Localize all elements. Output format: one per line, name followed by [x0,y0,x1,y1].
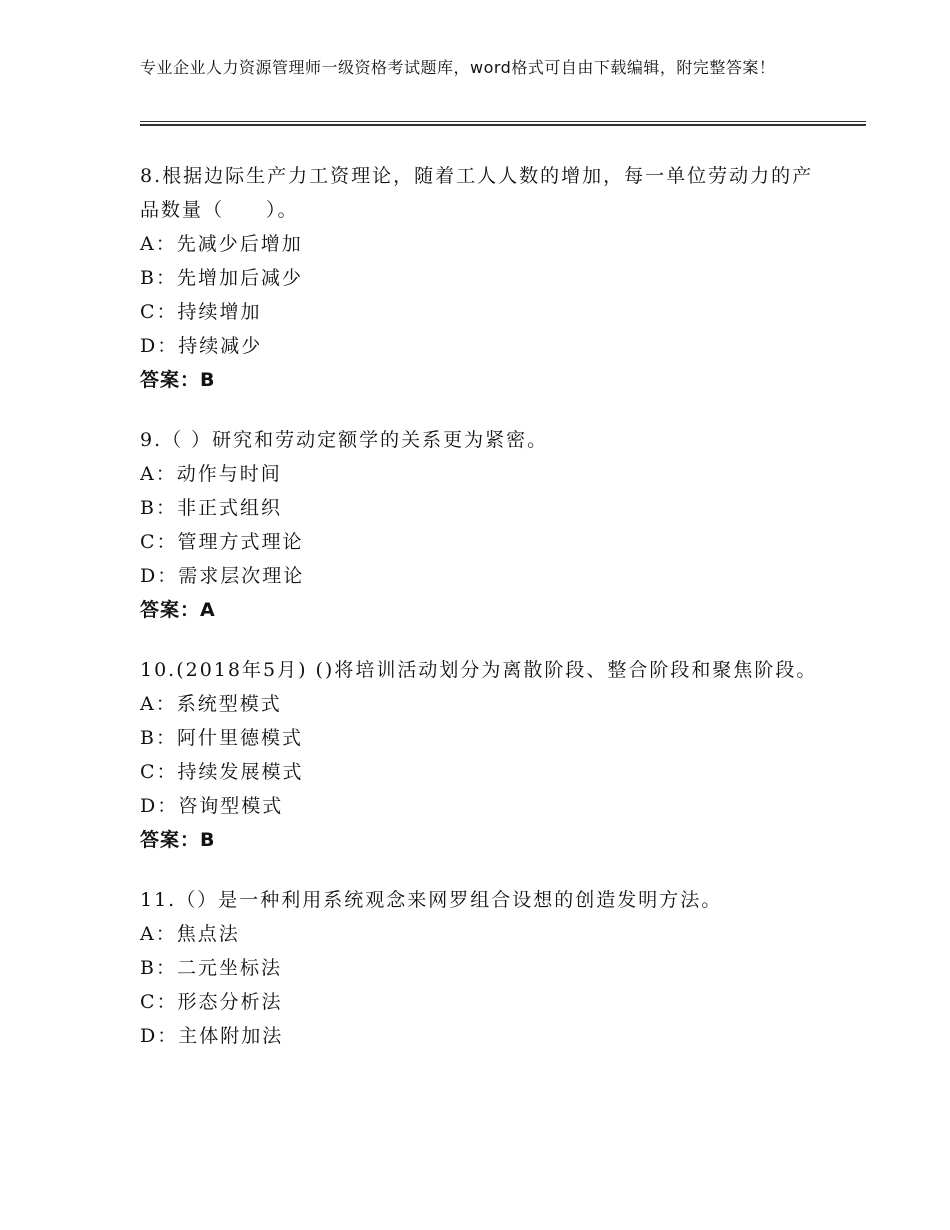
question-8 [140,159,820,397]
option-c: C：持续发展模式 [140,761,304,783]
option-d: D：持续减少 [140,335,263,357]
question-11 [140,883,820,1053]
header-divider [140,121,866,122]
question-10 [140,653,820,857]
option-c: C：管理方式理论 [140,531,304,553]
question-stem: 8.根据边际生产力工资理论，随着工人人数的增加，每一单位劳动力的产品数量（ ）。 [140,165,814,221]
answer: 答案：A [140,599,216,621]
option-d: D：主体附加法 [140,1025,284,1047]
question-list [140,159,820,1079]
answer: 答案：B [140,829,216,851]
option-b: B：阿什里德模式 [140,727,303,749]
option-b: B：非正式组织 [140,497,282,519]
document-header: 专业企业人力资源管理师一级资格考试题库，word格式可自由下载编辑，附完整答案！ [140,58,776,77]
question-stem: 11.（）是一种利用系统观念来网罗组合设想的创造发明方法。 [140,889,723,911]
question-stem: 9.（ ）研究和劳动定额学的关系更为紧密。 [140,429,549,451]
option-c: C：持续增加 [140,301,262,323]
option-c: C：形态分析法 [140,991,283,1013]
answer: 答案：B [140,369,216,391]
option-a: A：焦点法 [140,923,240,945]
option-a: A：动作与时间 [140,463,282,485]
option-a: A：先减少后增加 [140,233,303,255]
option-b: B：二元坐标法 [140,957,282,979]
question-stem: 10.(2018年5月) ()将培训活动划分为离散阶段、整合阶段和聚焦阶段。 [140,659,818,681]
option-d: D：需求层次理论 [140,565,305,587]
option-d: D：咨询型模式 [140,795,284,817]
header-divider-thick [140,124,866,126]
option-a: A：系统型模式 [140,693,282,715]
question-9 [140,423,820,627]
option-b: B：先增加后减少 [140,267,303,289]
